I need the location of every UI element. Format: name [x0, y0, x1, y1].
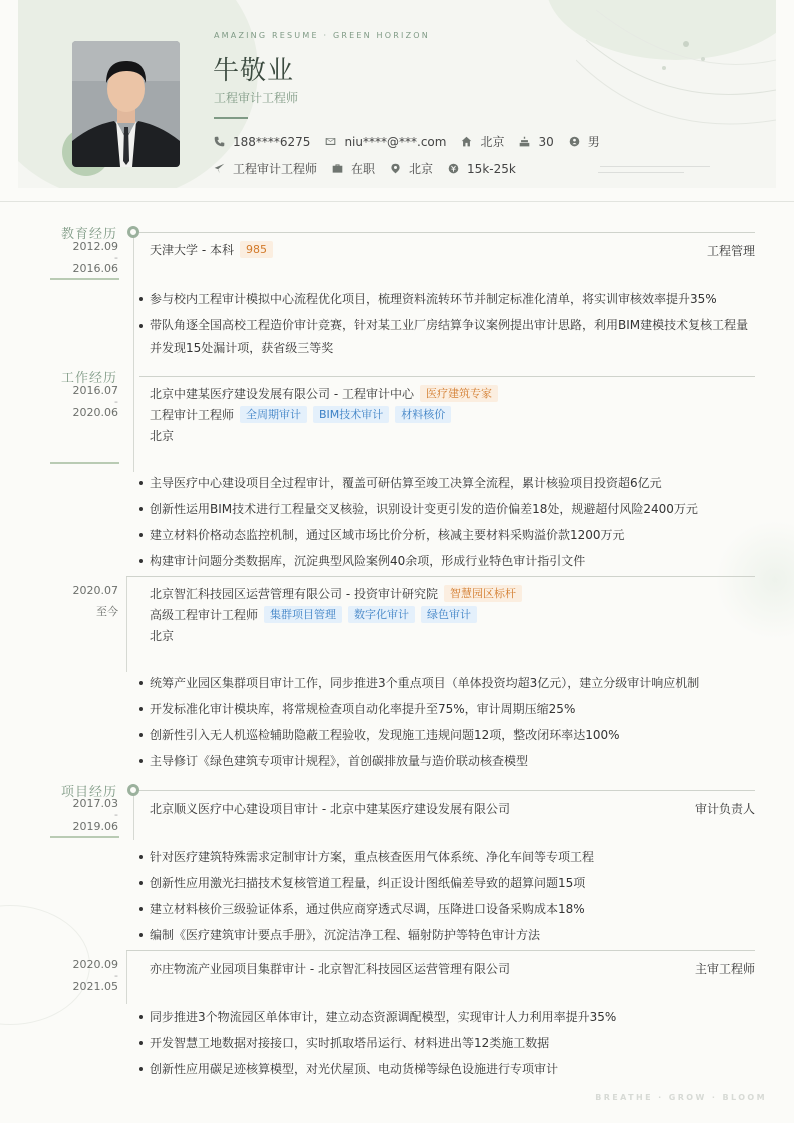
skill-tag: BIM技术审计 — [313, 406, 389, 423]
project-start-date: 2017.03 — [72, 797, 118, 810]
money-icon — [448, 163, 459, 174]
age-value: 30 — [538, 134, 554, 149]
timeline-dot — [127, 784, 139, 796]
project-start-date: 2020.09 — [72, 958, 118, 971]
job-start-date: 2016.07 — [72, 384, 118, 397]
list-item: 创新性应用激光扫描技术复核管道工程量，纠正设计图纸偏差导致的超算问题15项 — [138, 870, 758, 896]
job-end-date: 2020.06 — [72, 406, 118, 419]
salary-info — [448, 162, 516, 176]
list-item: 参与校内工程审计模拟中心流程优化项目，梳理资料流转环节并制定标准化清单，将实训审核效率提升35% — [138, 286, 758, 312]
section-line — [139, 232, 755, 233]
section-title-education: 教育经历 — [60, 227, 117, 242]
list-item: 针对医疗建筑特殊需求定制审计方案，重点核查医用气体系统、净化车间等专项工程 — [138, 844, 758, 870]
school-name: 天津大学 - 本科 — [150, 243, 234, 257]
project-end-date: 2019.06 — [72, 820, 118, 833]
location-pin-icon — [390, 163, 401, 174]
section-title-work: 工作经历 — [60, 371, 117, 386]
header-accent-line — [598, 172, 684, 173]
email-info — [325, 135, 446, 149]
role-name: 工程审计工程师 — [150, 408, 235, 422]
gender-value: 男 — [587, 135, 600, 149]
list-item: 带队角逐全国高校工程造价审计竞赛，针对某工业厂房结算争议案例提出审计思路，利用BIM建模技术复核工程量并发现15处漏计项，获省级三等奖 — [138, 312, 758, 360]
company-tag: 智慧园区标杆 — [444, 585, 522, 602]
role-name: 高级工程审计工程师 — [150, 608, 259, 622]
job-company — [150, 585, 522, 602]
date-separator: - — [114, 969, 118, 982]
contact-row — [214, 133, 615, 150]
job-start-date: 2020.07 — [72, 584, 118, 597]
project-role: 审计负责人 — [694, 802, 755, 816]
school-tag: 985 — [240, 241, 273, 258]
job-city: 北京 — [150, 429, 175, 443]
list-item: 主导医疗中心建设项目全过程审计，覆盖可研估算至竣工决算全流程，累计核验项目投资超6亿元 — [138, 470, 758, 496]
skill-tag: 材料核价 — [395, 406, 451, 423]
project-role: 主审工程师 — [694, 962, 755, 976]
header-divider — [0, 201, 794, 202]
date-separator: - — [114, 808, 118, 821]
list-item: 构建审计问题分类数据库，沉淀典型风险案例40余项，形成行业特色审计指引文件 — [138, 548, 758, 574]
salary-range: 15k-25k — [467, 161, 516, 176]
cake-icon — [519, 136, 530, 147]
list-item: 建立材料核价三级验证体系，通过供应商穿透式尽调，压降进口设备采购成本18% — [138, 896, 758, 922]
location-info — [461, 133, 504, 150]
skill-tag: 全周期审计 — [240, 406, 307, 423]
job-end-date: 至今 — [96, 605, 118, 618]
list-item: 创新性运用BIM技术进行工程量交叉核验，识别设计变更引发的造价偏差18处，规避超付风险2400万元 — [138, 496, 758, 522]
timeline-line — [133, 790, 134, 840]
entry-line — [126, 576, 755, 577]
send-icon — [214, 163, 225, 174]
briefcase-icon — [332, 163, 343, 174]
section-rule — [50, 278, 119, 280]
job-intent-row — [214, 160, 531, 177]
name-underline — [214, 117, 248, 119]
education-bullets — [138, 286, 758, 360]
job-bullets — [138, 670, 758, 774]
location-value: 北京 — [480, 135, 505, 149]
phone-icon — [214, 136, 225, 147]
entry-line — [126, 950, 755, 951]
company-name: 北京中建某医疗建设发展有限公司 - 工程审计中心 — [150, 387, 414, 401]
date-separator: - — [114, 395, 118, 408]
project-name: 北京顺义医疗中心建设项目审计 - 北京中建某医疗建设发展有限公司 — [150, 802, 510, 816]
list-item: 开发智慧工地数据对接接口，实时抓取塔吊运行、材料进出等12类施工数据 — [138, 1030, 758, 1056]
list-item: 主导修订《绿色建筑专项审计规程》，首创碳排放量与造价联动核查模型 — [138, 748, 758, 774]
resume-tagline: AMAZING RESUME · GREEN HORIZON — [214, 31, 430, 40]
candidate-title: 工程审计工程师 — [214, 91, 299, 105]
education-school — [150, 241, 273, 258]
timeline-line — [133, 232, 134, 472]
header-decoration-lines — [576, 0, 776, 188]
email-address: niu****@***.com — [344, 134, 447, 149]
skill-tag: 数字化审计 — [348, 606, 415, 623]
job-role — [150, 406, 451, 423]
project-bullets — [138, 844, 758, 948]
list-item: 编制《医疗建筑审计要点手册》，沉淀洁净工程、辐射防护等特色审计方法 — [138, 922, 758, 948]
job-city: 北京 — [150, 629, 175, 643]
phone-info — [214, 135, 310, 149]
section-line — [139, 790, 755, 791]
job-company — [150, 385, 498, 402]
education-start-date: 2012.09 — [72, 240, 118, 253]
section-title-projects: 项目经历 — [60, 785, 117, 800]
skill-tag: 集群项目管理 — [264, 606, 342, 623]
email-icon — [325, 136, 336, 147]
footer-slogan: BREATHE · GROW · BLOOM — [595, 1093, 767, 1102]
home-icon — [461, 136, 472, 147]
target-job-info — [214, 160, 317, 177]
header-accent-line — [600, 166, 710, 167]
target-city-info — [390, 160, 433, 177]
phone-number: 188****6275 — [233, 134, 311, 149]
work-status: 在职 — [351, 162, 376, 176]
list-item: 开发标准化审计模块库，将常规检查项自动化率提升至75%，审计周期压缩25% — [138, 696, 758, 722]
skill-tag: 绿色审计 — [421, 606, 477, 623]
education-end-date: 2016.06 — [72, 262, 118, 275]
gender-icon — [569, 136, 580, 147]
date-separator: - — [114, 251, 118, 264]
list-item: 创新性应用碳足迹核算模型，对光伏屋顶、电动货梯等绿色设施进行专项审计 — [138, 1056, 758, 1082]
job-role — [150, 606, 477, 623]
company-tag: 医疗建筑专家 — [420, 385, 498, 402]
section-rule — [50, 836, 119, 838]
timeline-dot — [127, 226, 139, 238]
profile-photo — [72, 41, 180, 167]
target-city: 北京 — [409, 162, 434, 176]
section-line — [139, 376, 755, 377]
project-end-date: 2021.05 — [72, 980, 118, 993]
list-item: 同步推进3个物流园区单体审计，建立动态资源调配模型，实现审计人力利用率提升35% — [138, 1004, 758, 1030]
list-item: 统筹产业园区集群项目审计工作，同步推进3个重点项目（单体投资均超3亿元），建立分级审计响应机制 — [138, 670, 758, 696]
job-bullets — [138, 470, 758, 574]
target-job: 工程审计工程师 — [233, 162, 318, 176]
list-item: 建立材料价格动态监控机制，通过区域市场比价分析，核减主要材料采购溢价款1200万元 — [138, 522, 758, 548]
candidate-name: 牛敬业 — [213, 56, 295, 86]
education-major: 工程管理 — [706, 244, 755, 258]
section-rule — [50, 462, 119, 464]
age-info — [519, 135, 553, 149]
gender-info — [569, 133, 600, 150]
status-info — [332, 160, 375, 177]
timeline-line — [126, 950, 127, 1004]
company-name: 北京智汇科技园区运营管理有限公司 - 投资审计研究院 — [150, 587, 438, 601]
project-name: 亦庄物流产业园项目集群审计 - 北京智汇科技园区运营管理有限公司 — [150, 962, 510, 976]
list-item: 创新性引入无人机巡检辅助隐蔽工程验收，发现施工违规问题12项，整改闭环率达100% — [138, 722, 758, 748]
project-bullets — [138, 1004, 758, 1082]
timeline-line — [126, 576, 127, 672]
